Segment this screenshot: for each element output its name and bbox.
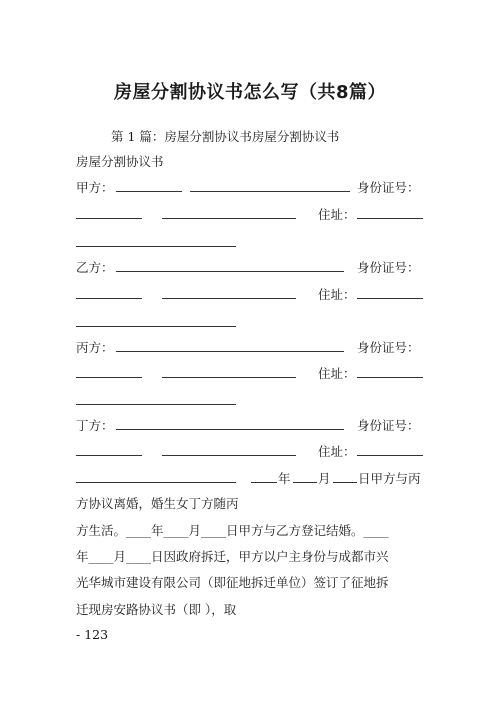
party-c-id-blank	[76, 377, 142, 378]
paragraph-line-3: 方生活。____年____月____日甲方与乙方登记结婚。____	[76, 523, 389, 538]
section-heading: 第 1 篇：房屋分割协议书房屋分割协议书	[111, 129, 340, 144]
party-b-address-blank	[357, 298, 423, 299]
party-d-id-blank-2	[162, 455, 296, 456]
year-blank	[251, 482, 277, 483]
date-tail-text: 日甲方与丙	[358, 471, 421, 486]
party-d-address-blank	[357, 455, 423, 456]
page-number: - 123	[76, 627, 109, 642]
paragraph-line-4: 年____月____日因政府拆迁，甲方以户主身份与成都市兴	[76, 549, 389, 564]
party-b-address-label: 住址：	[318, 287, 356, 302]
party-c-label: 丙方：	[76, 340, 114, 355]
party-a-id-label: 身份证号：	[357, 180, 420, 195]
party-c-address-label: 住址：	[318, 366, 356, 381]
party-c-id-blank-2	[162, 377, 296, 378]
party-d-address-blank-2	[76, 482, 236, 483]
day-blank	[333, 482, 357, 483]
party-b-id-blank	[76, 298, 142, 299]
party-a-blank	[190, 191, 350, 192]
party-b-label: 乙方：	[76, 260, 114, 275]
agreement-title: 房屋分割协议书	[76, 154, 164, 169]
party-a-label: 甲方：	[76, 180, 114, 195]
party-c-address-blank	[357, 377, 423, 378]
paragraph-line-6: 迁现房安路协议书（即 ），取	[76, 602, 237, 617]
party-b-id-blank-2	[162, 298, 296, 299]
party-a-address-blank-2	[76, 246, 236, 247]
party-a-address-blank	[357, 218, 423, 219]
year-label: 年	[278, 471, 291, 486]
party-a-name-blank	[116, 191, 182, 192]
document-title: 房屋分割协议书怎么写（共8篇）	[113, 82, 387, 103]
party-b-name-blank	[116, 271, 344, 272]
party-d-label: 丁方：	[76, 418, 114, 433]
party-c-address-blank-2	[76, 404, 236, 405]
party-b-address-blank-2	[76, 326, 236, 327]
month-label: 月	[318, 471, 331, 486]
party-d-id-blank	[76, 455, 142, 456]
paragraph-line-2: 方协议离婚，婚生女丁方随丙	[76, 496, 239, 511]
party-c-id-label: 身份证号：	[357, 340, 420, 355]
party-c-name-blank	[116, 351, 344, 352]
party-d-id-label: 身份证号：	[357, 418, 420, 433]
party-b-id-label: 身份证号：	[357, 260, 420, 275]
party-a-address-label: 住址：	[318, 207, 356, 222]
paragraph-line-5: 光华城市建设有限公司（即征地拆迁单位）签订了征地拆	[76, 575, 389, 590]
party-d-name-blank	[116, 429, 344, 430]
party-d-address-label: 住址：	[318, 444, 356, 459]
month-blank	[293, 482, 317, 483]
party-a-id-blank-2	[162, 218, 296, 219]
party-a-id-blank	[76, 218, 142, 219]
